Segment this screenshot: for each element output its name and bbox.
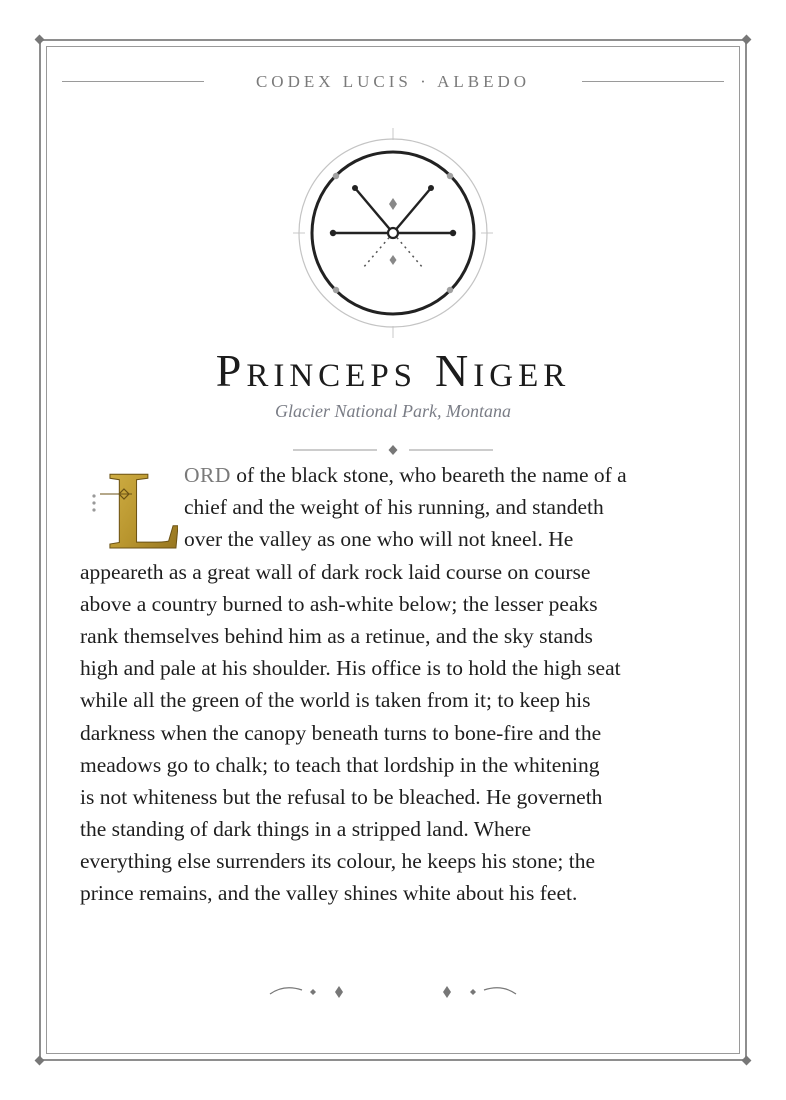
body-line: meadows go to chalk; to teach that lordship in the whitening bbox=[80, 752, 600, 777]
running-header bbox=[62, 70, 724, 94]
body-line: rank themselves behind him as a retinue, and the sky stands bbox=[80, 623, 593, 648]
body-line: above a country burned to ash-white below; the lesser peaks bbox=[80, 591, 598, 616]
title-second-initial: N bbox=[435, 345, 474, 396]
entry-title bbox=[0, 342, 786, 405]
title-divider bbox=[293, 444, 493, 456]
body-line: high and pale at his shoulder. His office is to hold the high seat bbox=[80, 656, 621, 681]
running-title: CODEX LUCIS · ALBEDO bbox=[255, 72, 531, 91]
body-line-text: of the black stone, who beareth the name of a bbox=[230, 463, 627, 487]
entry-location: Glacier National Park, Montana bbox=[275, 401, 511, 421]
title-first-initial: P bbox=[215, 345, 247, 396]
footer-ornament bbox=[266, 980, 520, 1004]
body-line: while all the green of the world is taken from it; to keep his bbox=[80, 688, 591, 713]
alchemical-sigil-icon bbox=[293, 128, 493, 338]
title-second-rest: IGER bbox=[473, 358, 571, 394]
body-line: appeareth as a great wall of dark rock laid course on course bbox=[80, 559, 591, 584]
body-line: the standing of dark things in a stripped land. Where bbox=[80, 817, 531, 842]
entry-body bbox=[80, 459, 712, 910]
body-line: over the valley as one who will not kneel. He bbox=[184, 527, 574, 552]
body-line: everything else surrenders its colour, he keeps his stone; the bbox=[80, 849, 596, 874]
body-line: darkness when the canopy beneath turns to bone-fire and the bbox=[80, 720, 602, 745]
header-rule-right bbox=[582, 81, 724, 82]
body-line: prince remains, and the valley shines white about his feet. bbox=[80, 881, 578, 906]
body-line: chief and the weight of his running, and standeth bbox=[184, 495, 604, 520]
lead-word: ORD bbox=[184, 463, 231, 487]
body-line bbox=[80, 459, 712, 491]
title-first-rest: RINCEPS bbox=[246, 358, 418, 394]
corner-ornament bbox=[742, 1056, 752, 1066]
drop-cap-glyph: L bbox=[108, 462, 178, 554]
body-line: is not whiteness but the refusal to be bleached. He governeth bbox=[80, 784, 603, 809]
